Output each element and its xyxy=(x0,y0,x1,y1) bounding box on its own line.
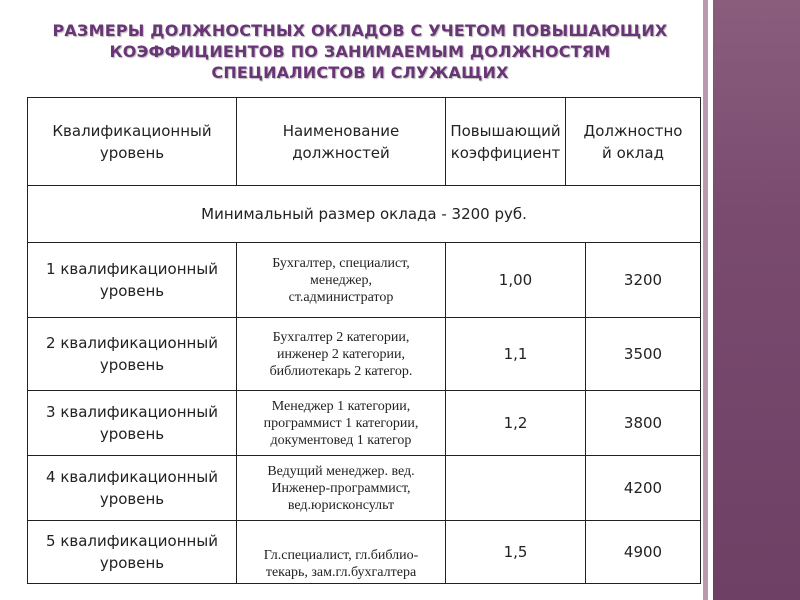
level-cell: 4 квалификационный уровень xyxy=(28,456,237,521)
salary-cell: 4200 xyxy=(586,456,701,521)
level-cell: 5 квалификационный уровень xyxy=(28,521,237,584)
positions-cell: Бухгалтер, специалист, менеджер, ст.администратор xyxy=(237,243,446,318)
header-level: Квалификационный уровень xyxy=(28,98,237,186)
coefficient-cell: 1,00 xyxy=(446,243,586,318)
salary-table xyxy=(27,97,701,584)
table-row xyxy=(28,391,701,456)
decorative-side-band xyxy=(713,0,800,600)
salary-cell: 4900 xyxy=(586,521,701,584)
header-coefficient: Повышающий коэффициент xyxy=(446,98,566,186)
min-salary-row xyxy=(28,186,701,243)
level-cell: 3 квалификационный уровень xyxy=(28,391,237,456)
header-positions: Наименование должностей xyxy=(237,98,446,186)
title-line-3: СПЕЦИАЛИСТОВ И СЛУЖАЩИХ xyxy=(211,63,509,82)
table-row xyxy=(28,243,701,318)
table-row xyxy=(28,318,701,391)
coefficient-cell: 1,1 xyxy=(446,318,586,391)
positions-cell: Гл.специалист, гл.библио- текарь, зам.гл.бухгалтера xyxy=(237,521,446,584)
positions-cell: Бухгалтер 2 категории, инженер 2 категории, библиотекарь 2 категор. xyxy=(237,318,446,391)
salary-cell: 3500 xyxy=(586,318,701,391)
title-line-2: КОЭФФИЦИЕНТОВ ПО ЗАНИМАЕМЫМ ДОЛЖНОСТЯМ xyxy=(109,42,611,61)
slide-title xyxy=(20,20,700,83)
coefficient-cell xyxy=(446,456,586,521)
decorative-stripe xyxy=(703,0,708,600)
coefficient-cell: 1,2 xyxy=(446,391,586,456)
positions-cell: Менеджер 1 категории, программист 1 категории, документовед 1 категор xyxy=(237,391,446,456)
title-line-1: РАЗМЕРЫ ДОЛЖНОСТНЫХ ОКЛАДОВ С УЧЕТОМ ПОВЫШАЮЩИХ xyxy=(52,21,668,40)
header-salary: Должностно й оклад xyxy=(566,98,701,186)
salary-cell: 3200 xyxy=(586,243,701,318)
min-salary-text: Минимальный размер оклада - 3200 руб. xyxy=(28,186,701,243)
level-cell: 1 квалификационный уровень xyxy=(28,243,237,318)
level-cell: 2 квалификационный уровень xyxy=(28,318,237,391)
table-header-row xyxy=(28,98,701,186)
coefficient-cell: 1,5 xyxy=(446,521,586,584)
salary-cell: 3800 xyxy=(586,391,701,456)
table-row xyxy=(28,456,701,521)
positions-cell: Ведущий менеджер. вед. Инженер-программист, вед.юрисконсульт xyxy=(237,456,446,521)
table-row xyxy=(28,521,701,584)
